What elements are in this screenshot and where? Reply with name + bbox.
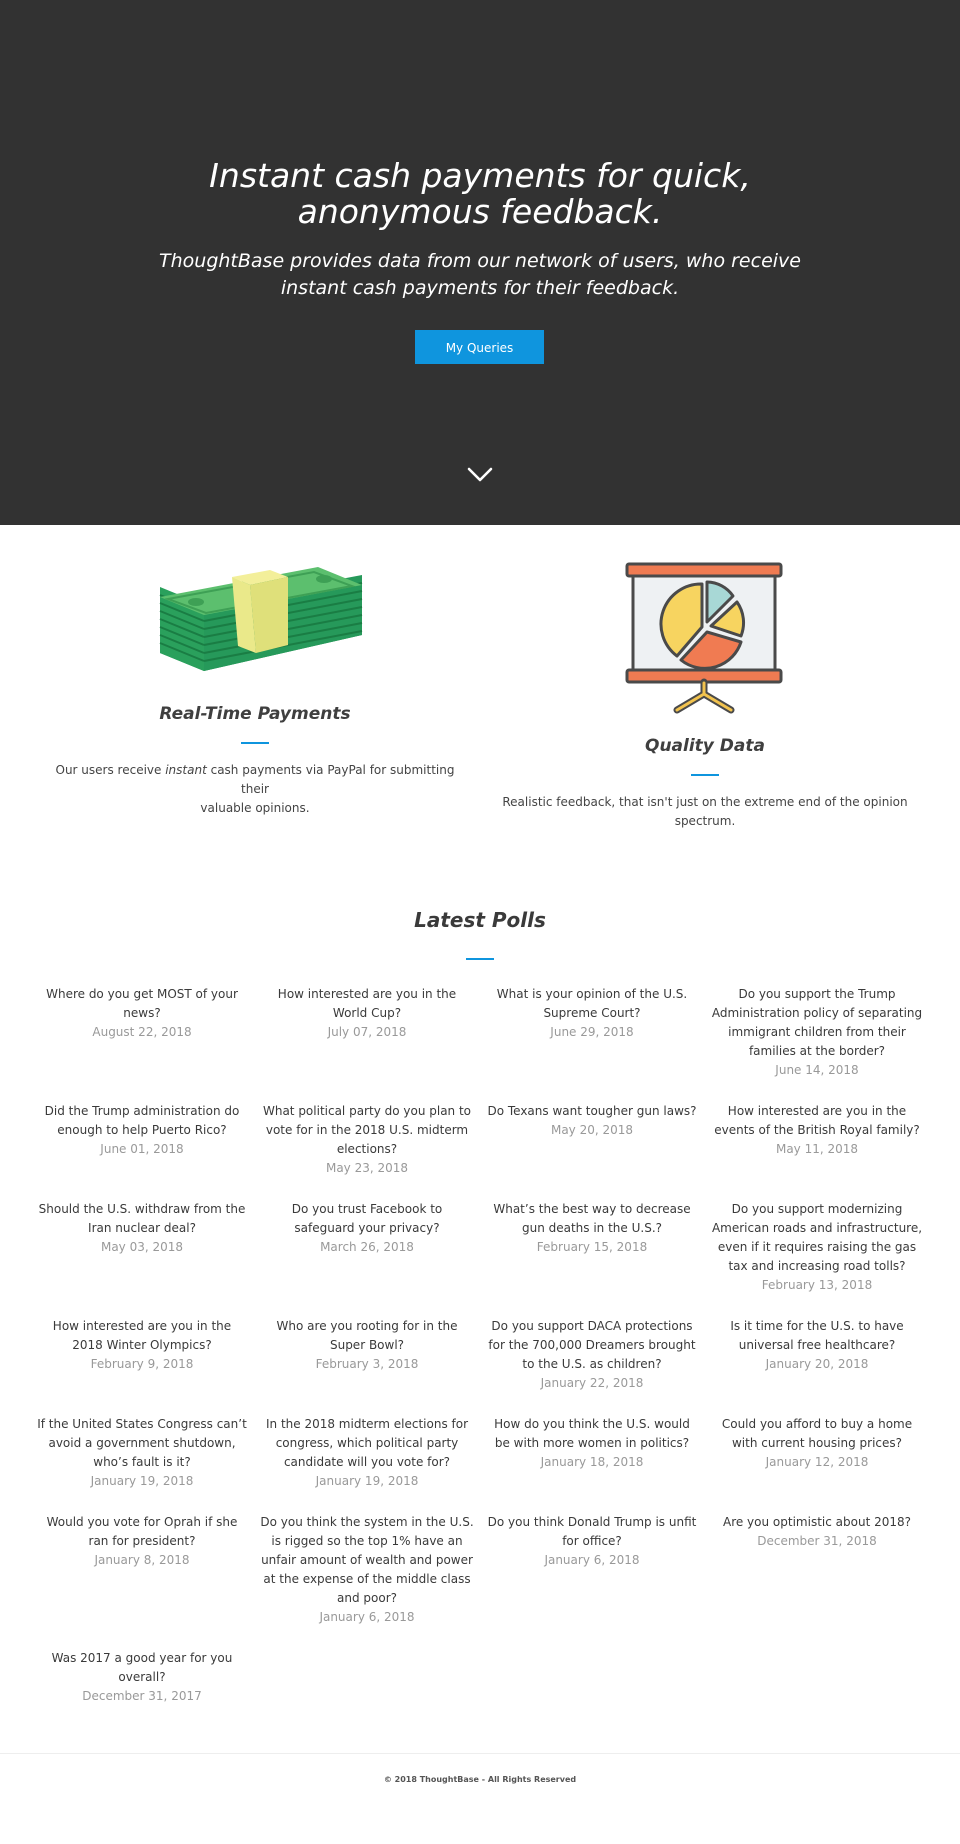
poll-question-line: Iran nuclear deal? — [88, 1221, 196, 1235]
feature-title: Real-Time Payments — [159, 704, 351, 724]
poll-item[interactable] — [35, 1200, 249, 1257]
poll-item[interactable] — [260, 1513, 474, 1627]
poll-question-line: vote for in the 2018 U.S. midterm — [265, 1123, 469, 1137]
poll-question[interactable] — [260, 1200, 474, 1238]
poll-question-line: Did the Trump administration do — [44, 1104, 240, 1118]
poll-date: June 01, 2018 — [100, 1142, 184, 1156]
poll-date: January 19, 2018 — [315, 1474, 419, 1488]
poll-question-line: How interested are you in the — [52, 1319, 232, 1333]
poll-item[interactable] — [485, 985, 699, 1042]
poll-item[interactable] — [485, 1513, 699, 1570]
poll-question-line: news? — [123, 1006, 161, 1020]
poll-question-line: ran for president? — [88, 1534, 196, 1548]
feature-quality-data — [490, 562, 920, 831]
poll-question-line: Where do you get MOST of your — [46, 987, 238, 1001]
poll-item[interactable] — [260, 1415, 474, 1491]
feature-text-part: spectrum. — [674, 814, 736, 828]
poll-question[interactable] — [485, 985, 699, 1023]
poll-question[interactable] — [260, 1513, 474, 1608]
poll-item[interactable] — [710, 1102, 924, 1159]
poll-question-line: Do you support modernizing — [731, 1202, 903, 1216]
feature-text-part: Realistic feedback, that isn't just on the extreme end of the opinion — [502, 795, 908, 809]
feature-text-emphasis: instant — [165, 763, 207, 777]
poll-question-line: Who are you rooting for in the — [276, 1319, 458, 1333]
poll-question[interactable] — [710, 1415, 924, 1453]
poll-question[interactable] — [485, 1513, 699, 1551]
poll-date: February 9, 2018 — [90, 1357, 194, 1371]
poll-question[interactable] — [35, 1649, 249, 1687]
poll-question-line: How interested are you in the — [277, 987, 457, 1001]
poll-question-line: 2018 Winter Olympics? — [72, 1338, 212, 1352]
poll-date: January 6, 2018 — [319, 1610, 415, 1624]
poll-item[interactable] — [35, 985, 249, 1042]
poll-question[interactable] — [260, 1415, 474, 1472]
poll-question[interactable] — [485, 1415, 699, 1453]
poll-question-line: Would you vote for Oprah if she — [46, 1515, 238, 1529]
poll-date: February 15, 2018 — [536, 1240, 648, 1254]
poll-question[interactable] — [485, 1102, 699, 1121]
poll-date: August 22, 2018 — [92, 1025, 192, 1039]
poll-date: January 12, 2018 — [765, 1455, 869, 1469]
poll-question[interactable] — [35, 1317, 249, 1355]
latest-polls-divider — [466, 958, 494, 960]
poll-question-line: is rigged so the top 1% have an — [271, 1534, 463, 1548]
poll-question[interactable] — [485, 1317, 699, 1374]
feature-title: Quality Data — [645, 736, 765, 756]
poll-date: June 29, 2018 — [550, 1025, 634, 1039]
poll-question-line: How interested are you in the — [727, 1104, 907, 1118]
poll-item[interactable] — [260, 1200, 474, 1257]
poll-question[interactable] — [35, 1415, 249, 1472]
poll-item[interactable] — [35, 1649, 249, 1706]
poll-question[interactable] — [35, 1200, 249, 1238]
poll-question[interactable] — [710, 1513, 924, 1532]
poll-date: December 31, 2017 — [82, 1689, 202, 1703]
my-queries-button[interactable]: My Queries — [415, 330, 544, 364]
poll-item[interactable] — [35, 1415, 249, 1491]
hero-title-line2: anonymous feedback. — [297, 192, 663, 231]
hero-subtitle-line2: instant cash payments for their feedback. — [280, 277, 680, 299]
poll-question-line: for office? — [562, 1534, 622, 1548]
poll-question[interactable] — [710, 1102, 924, 1140]
poll-item[interactable] — [35, 1513, 249, 1570]
poll-question[interactable] — [35, 1513, 249, 1551]
poll-item[interactable] — [710, 1200, 924, 1295]
poll-date: May 11, 2018 — [775, 1142, 859, 1156]
poll-item[interactable] — [710, 1317, 924, 1374]
poll-item[interactable] — [710, 1415, 924, 1472]
poll-date: December 31, 2018 — [757, 1534, 877, 1548]
poll-question-line: How do you think the U.S. would — [494, 1417, 690, 1431]
hero-subtitle — [0, 248, 960, 302]
poll-item[interactable] — [35, 1102, 249, 1159]
poll-date: January 8, 2018 — [94, 1553, 190, 1567]
poll-item[interactable] — [485, 1200, 699, 1257]
poll-date: January 22, 2018 — [540, 1376, 644, 1390]
poll-question-line: tax and increasing road tolls? — [728, 1259, 906, 1273]
feature-text-part: cash payments via PayPal for submitting their — [206, 763, 455, 796]
poll-question-line: Do you trust Facebook to — [291, 1202, 443, 1216]
poll-question[interactable] — [710, 985, 924, 1061]
feature-description — [490, 793, 920, 831]
poll-question-line: congress, which political party — [275, 1436, 459, 1450]
poll-date: May 20, 2018 — [550, 1123, 634, 1137]
footer-copyright: © 2018 ThoughtBase - All Rights Reserved — [383, 1775, 577, 1784]
poll-question-line: gun deaths in the U.S.? — [521, 1221, 663, 1235]
poll-question-line: candidate will you vote for? — [283, 1455, 451, 1469]
poll-question-line: Are you optimistic about 2018? — [722, 1515, 911, 1529]
poll-question-line: at the expense of the middle class — [263, 1572, 471, 1586]
poll-question-line: enough to help Puerto Rico? — [57, 1123, 227, 1137]
poll-question-line: overall? — [118, 1670, 166, 1684]
poll-question-line: What political party do you plan to — [262, 1104, 472, 1118]
feature-description — [40, 761, 470, 818]
poll-question-line: unfair amount of wealth and power — [261, 1553, 473, 1567]
poll-question-line: What’s the best way to decrease — [493, 1202, 691, 1216]
poll-item[interactable] — [485, 1102, 699, 1140]
latest-polls-title: Latest Polls — [414, 908, 546, 932]
feature-text-part: valuable opinions. — [200, 801, 310, 815]
poll-item[interactable] — [485, 1317, 699, 1393]
footer-divider — [0, 1753, 960, 1754]
poll-question-line: with current housing prices? — [731, 1436, 903, 1450]
poll-question-line: American roads and infrastructure, — [711, 1221, 923, 1235]
poll-item[interactable] — [260, 1317, 474, 1374]
poll-question-line: Super Bowl? — [329, 1338, 405, 1352]
poll-date: January 6, 2018 — [544, 1553, 640, 1567]
poll-question-line: universal free healthcare? — [738, 1338, 896, 1352]
poll-question[interactable] — [35, 985, 249, 1023]
poll-question-line: In the 2018 midterm elections for — [265, 1417, 469, 1431]
chevron-down-icon[interactable] — [465, 463, 495, 487]
poll-question-line: Is it time for the U.S. to have — [730, 1319, 904, 1333]
poll-date: January 20, 2018 — [765, 1357, 869, 1371]
feature-divider — [241, 742, 269, 744]
poll-question[interactable] — [35, 1102, 249, 1140]
poll-date: January 19, 2018 — [90, 1474, 194, 1488]
poll-question-line: be with more women in politics? — [494, 1436, 690, 1450]
poll-question-line: who’s fault is it? — [93, 1455, 191, 1469]
poll-question-line: What is your opinion of the U.S. — [496, 987, 688, 1001]
poll-question-line: Should the U.S. withdraw from the — [38, 1202, 246, 1216]
poll-question[interactable] — [260, 1102, 474, 1159]
poll-date: February 3, 2018 — [315, 1357, 419, 1371]
hero-title-line1: Instant cash payments for quick, — [209, 156, 751, 195]
poll-question-line: even if it requires raising the gas — [717, 1240, 917, 1254]
poll-question-line: and poor? — [337, 1591, 397, 1605]
poll-item[interactable] — [710, 1513, 924, 1551]
poll-question-line: families at the border? — [748, 1044, 886, 1058]
poll-question-line: avoid a government shutdown, — [48, 1436, 236, 1450]
poll-question-line: Do you think Donald Trump is unfit — [487, 1515, 697, 1529]
poll-question-line: safeguard your privacy? — [294, 1221, 440, 1235]
poll-question-line: Could you afford to buy a home — [721, 1417, 913, 1431]
feature-real-time-payments — [40, 565, 470, 818]
poll-item[interactable] — [260, 985, 474, 1042]
poll-question-line: elections? — [336, 1142, 398, 1156]
poll-question-line: events of the British Royal family? — [714, 1123, 920, 1137]
poll-question-line: Do you support the Trump — [738, 987, 896, 1001]
poll-question[interactable] — [260, 1317, 474, 1355]
hero-subtitle-line1: ThoughtBase provides data from our network of users, who receive — [159, 250, 801, 272]
poll-question-line: Was 2017 a good year for you — [51, 1651, 233, 1665]
poll-date: May 03, 2018 — [100, 1240, 184, 1254]
poll-item[interactable] — [260, 1102, 474, 1178]
poll-question-line: World Cup? — [332, 1006, 402, 1020]
poll-question-line: to the U.S. as children? — [522, 1357, 662, 1371]
poll-question-line: for the 700,000 Dreamers brought — [488, 1338, 696, 1352]
poll-date: January 18, 2018 — [540, 1455, 644, 1469]
poll-question[interactable] — [260, 985, 474, 1023]
presentation-pie-chart-icon — [625, 562, 785, 714]
feature-text-part: Our users receive — [55, 763, 166, 777]
poll-question-line: immigrant children from their — [728, 1025, 906, 1039]
poll-question-line: Supreme Court? — [543, 1006, 641, 1020]
hero-section — [0, 0, 960, 525]
poll-date: May 23, 2018 — [325, 1161, 409, 1175]
poll-item[interactable] — [485, 1415, 699, 1472]
poll-item[interactable] — [35, 1317, 249, 1374]
poll-date: July 07, 2018 — [327, 1025, 407, 1039]
poll-date: February 13, 2018 — [761, 1278, 873, 1292]
poll-item[interactable] — [710, 985, 924, 1080]
cash-stack-icon — [148, 565, 363, 680]
poll-question[interactable] — [485, 1200, 699, 1238]
poll-question-line: Administration policy of separating — [711, 1006, 923, 1020]
poll-question[interactable] — [710, 1200, 924, 1276]
poll-date: June 14, 2018 — [775, 1063, 859, 1077]
poll-question-line: If the United States Congress can’t — [37, 1417, 247, 1431]
feature-divider — [691, 774, 719, 776]
poll-question-line: Do you support DACA protections — [491, 1319, 693, 1333]
poll-date: March 26, 2018 — [320, 1240, 414, 1254]
hero-title — [0, 158, 960, 230]
poll-question[interactable] — [710, 1317, 924, 1355]
poll-question-line: Do Texans want tougher gun laws? — [487, 1104, 697, 1118]
poll-question-line: Do you think the system in the U.S. — [260, 1515, 474, 1529]
